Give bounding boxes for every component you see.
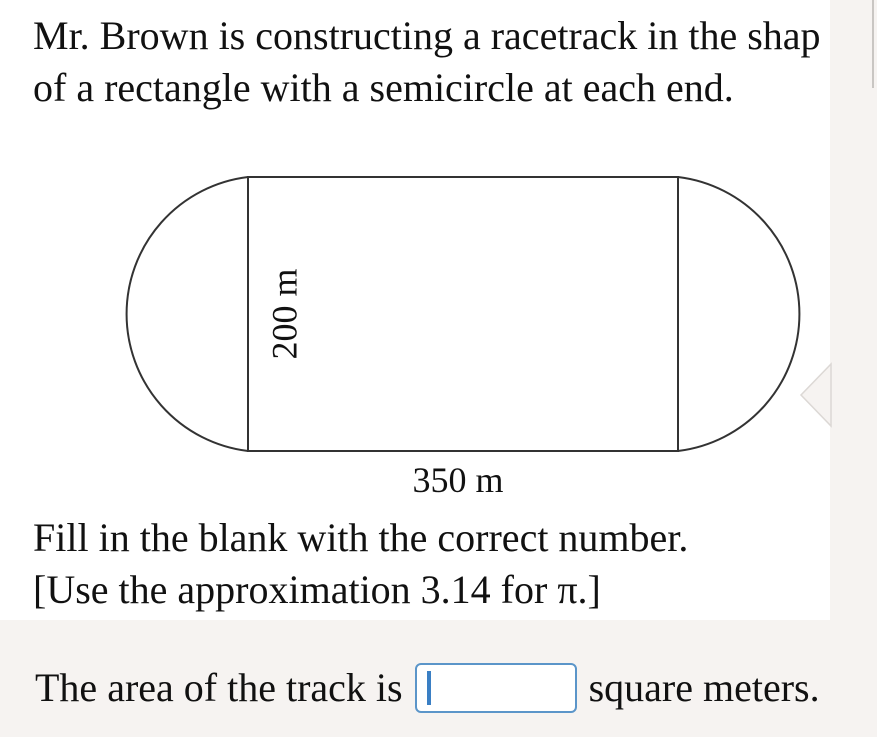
instructions-line-1: Fill in the blank with the correct number. [33,515,689,560]
left-semicircle [127,177,248,451]
height-label: 200 m [264,268,305,360]
side-panel-divider [872,0,874,88]
side-panel [830,0,877,737]
text-cursor [427,671,431,705]
answer-input[interactable] [415,663,577,713]
right-semicircle [678,177,799,451]
instructions [33,512,688,616]
answer-sentence [35,662,820,714]
instructions-line-2: [Use the approximation 3.14 for π.] [33,567,601,612]
rectangle [248,177,678,451]
racetrack-figure [0,150,830,510]
answer-area [0,620,830,737]
problem-line-2: of a rectangle with a semicircle at each end. [33,65,734,110]
problem-line-1: Mr. Brown is constructing a racetrack in the shap [33,13,821,58]
problem-statement [33,10,821,114]
width-label: 350 m [412,460,504,500]
collapse-tab-icon[interactable] [797,362,837,432]
answer-prefix: The area of the track is [35,665,403,710]
answer-suffix: square meters. [588,665,820,710]
